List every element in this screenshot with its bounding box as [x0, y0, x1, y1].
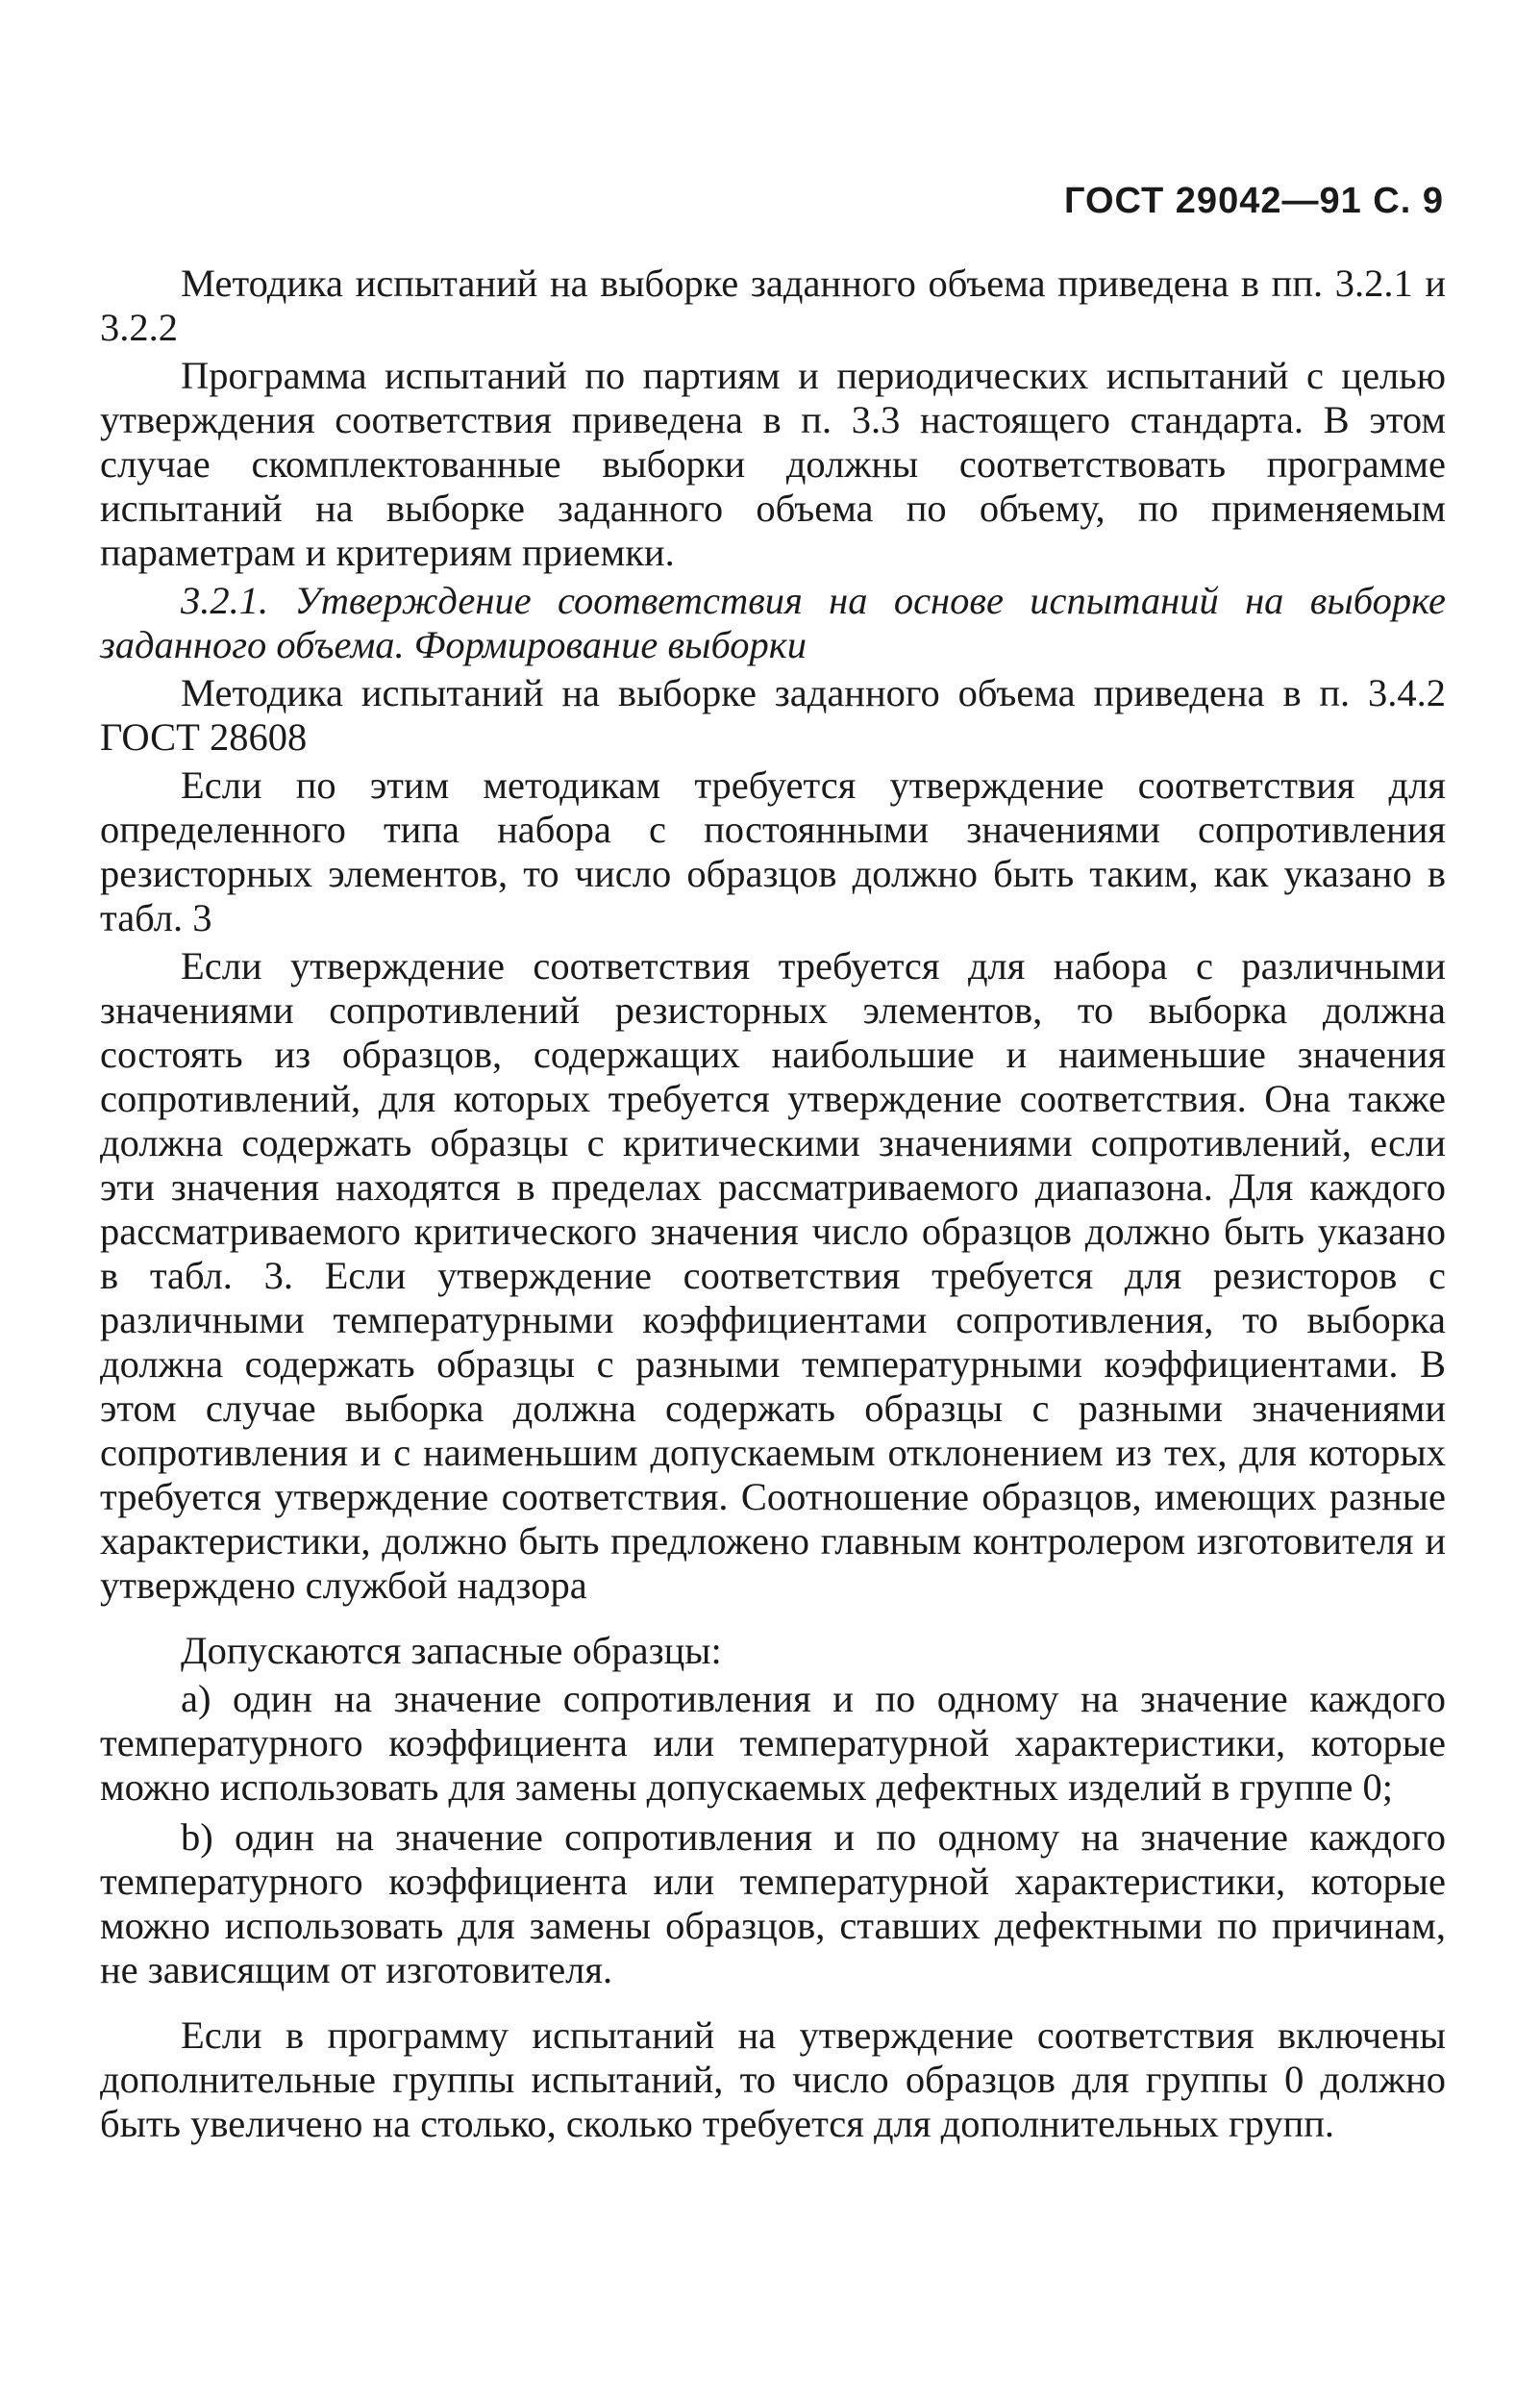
paragraph-method-reference: Методика испытаний на выборке заданного объема приведена в пп. 3.2.1 и 3.2.2 [100, 262, 1446, 349]
page-header: ГОСТ 29042—91 С. 9 [1063, 181, 1444, 221]
paragraph-spare-samples: Допускаются запасные образцы: [181, 1629, 722, 1672]
section-heading-3-2-1: 3.2.1. Утверждение соответствия на основе испытаний на выборке заданного объема. Формирование выборки [100, 579, 1446, 666]
list-item-b: b) один на значение сопротивления и по одному на значение каждого температурного коэффициента или температурной характеристики, которые можно использовать для замены образцов, ставших дефектными по причинам, не зависящим от изготовителя. [100, 1815, 1446, 1991]
paragraph-method-gost: Методика испытаний на выборке заданного объема приведена в п. 3.4.2 ГОСТ 28608 [100, 671, 1446, 759]
list-item-a: a) один на значение сопротивления и по одному на значение каждого температурного коэффициента или температурной характеристики, которые можно использовать для замены допускаемых дефектных изделий в группе 0; [100, 1677, 1446, 1809]
paragraph-different-values: Если утверждение соответствия требуется для набора с различными значениями сопротивлений резисторных элементов, то выборка должна состоять из образцов, содержащих наибольшие и наименьшие значения сопротивлений, для которых требуется утверждение соответствия. Она также должна содержать образцы с критическими значениями сопротивлений, если эти значения находятся в пределах рассматриваемого диапазона. Для каждого рассматриваемого критического значения число образцов должно быть указано в табл. 3. Если утверждение соответствия требуется для резисторов с различными температурными коэффициентами сопротивления, то выборка должна содержать образцы с разными температурными коэффициентами. В этом случае выборка должна содержать образцы с разными значениями сопротивления и с наименьшим допускаемым отклонением из тех, для которых требуется утверждение соответствия. Соотношение образцов, имеющих разные характеристики, должно быть предложено главным контролером изготовителя и утверждено службой надзора [100, 944, 1446, 1607]
document-body [100, 262, 1446, 2150]
paragraph-test-program: Программа испытаний по партиям и периодических испытаний с целью утверждения соответствия приведена в п. 3.3 настоящего стандарта. В этом случае скомплектованные выборки должны соответствовать программе испытаний на выборке заданного объема по объему, по применяемым параметрам и критериям приемки. [100, 354, 1446, 574]
paragraph-constant-values: Если по этим методикам требуется утверждение соответствия для определенного типа набора с постоянными значениями сопротивления резисторных элементов, то число образцов должно быть таким, как указано в табл. 3 [100, 763, 1446, 939]
paragraph-additional-groups: Если в программу испытаний на утверждение соответствия включены дополнительные группы испытаний, то число образцов для группы 0 должно быть увеличено на столько, сколько требуется для дополнительных групп. [100, 2013, 1446, 2145]
